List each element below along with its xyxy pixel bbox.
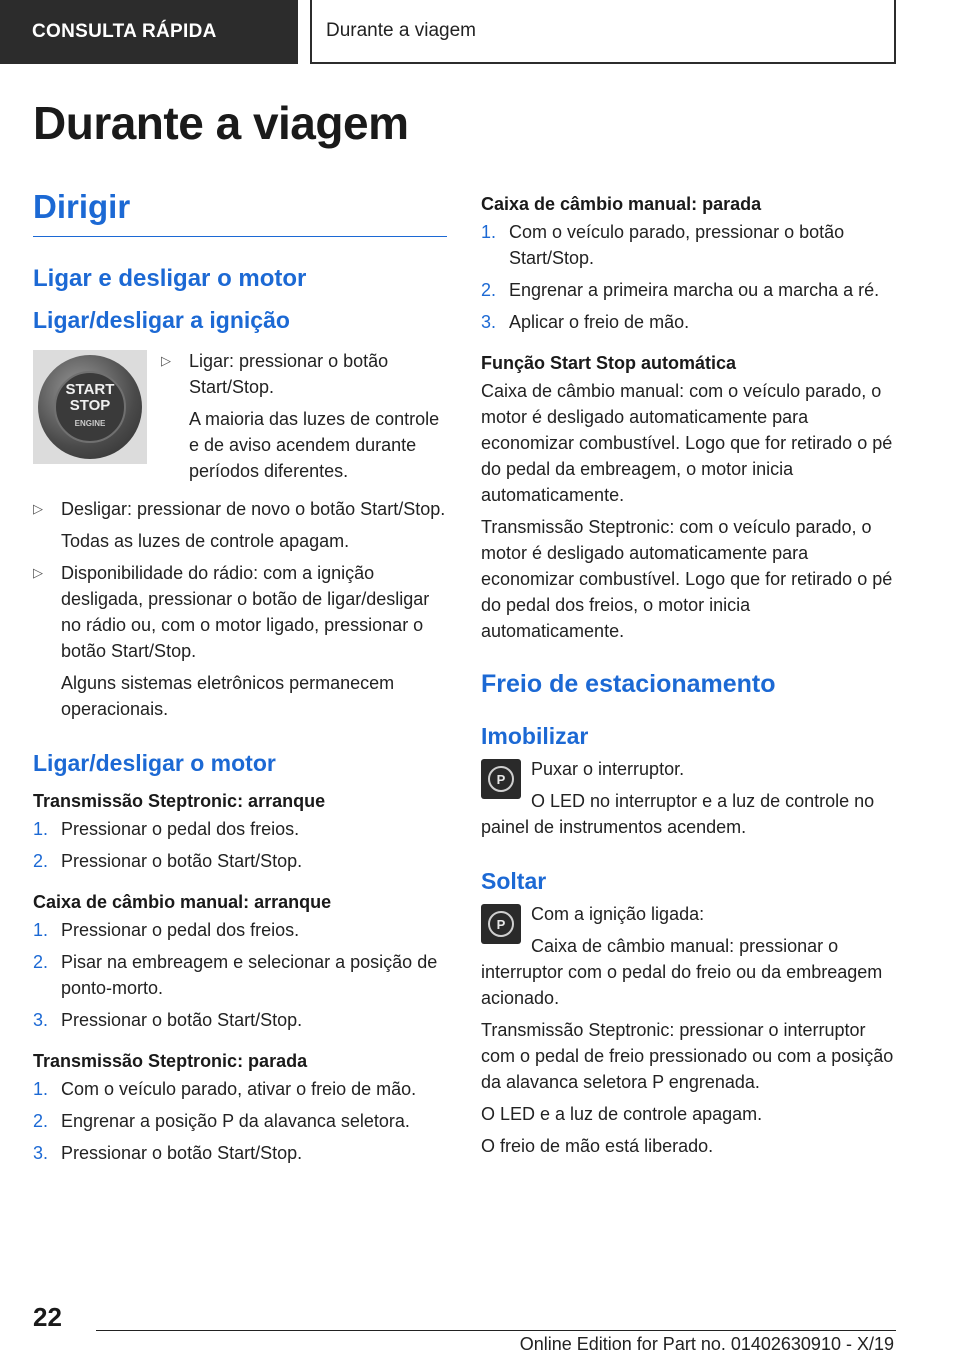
paragraph: O LED e a luz de controle apagam. bbox=[481, 1104, 763, 1124]
start-stop-icon bbox=[38, 355, 142, 459]
steps-list bbox=[33, 917, 447, 1033]
bullet-text: Disponibilidade do rádio: com a ignição desligada, pressionar o botão de ligar/desligar no rádio ou, com o motor ligado, pressionar o botão Start/Stop. bbox=[61, 563, 430, 661]
step-text: Pressionar o pedal dos freios. bbox=[61, 920, 300, 940]
ignition-bullets-b bbox=[33, 496, 447, 722]
parking-brake-icon bbox=[481, 904, 521, 944]
list-item: 2. Engrenar a posição P da alavanca seletora. bbox=[33, 1111, 410, 1131]
list-item: 2. Engrenar a primeira marcha ou a marcha a ré. bbox=[481, 280, 880, 300]
bullet-text: Desligar: pressionar de novo o botão Start/Stop. bbox=[61, 499, 446, 519]
list-item: 3. Aplicar o freio de mão. bbox=[481, 312, 690, 332]
ignition-start-row bbox=[33, 348, 447, 490]
right-column bbox=[481, 194, 897, 1165]
list-item bbox=[161, 348, 447, 484]
section-tab[interactable]: CONSULTA RÁPIDA bbox=[0, 0, 298, 64]
release-title: Soltar bbox=[481, 868, 547, 894]
step-text: Pressionar o botão Start/Stop. bbox=[61, 851, 303, 871]
parking-brake-title: Freio de estacionamento bbox=[481, 670, 776, 698]
bullet-note: Todas as luzes de controle apagam. bbox=[61, 531, 350, 551]
block-title: Caixa de câmbio manual: parada bbox=[481, 194, 762, 214]
bullet-text: Ligar: pressionar o botão Start/Stop. bbox=[189, 351, 389, 397]
block-title: Transmissão Steptronic: arranque bbox=[33, 791, 326, 811]
block-title: Caixa de câmbio manual: arranque bbox=[33, 892, 332, 912]
paragraph: Caixa de câmbio manual: com o veículo parado, o motor é desligado automaticamente para economizar combustível. Logo que for retirado o pé do pedal da embreagem, o motor inicia automaticamente. bbox=[481, 381, 893, 505]
triangle-bullet-icon: ▷ bbox=[161, 353, 171, 368]
step-text: Com o veículo parado, pressionar o botão Start/Stop. bbox=[509, 222, 845, 268]
step-text: Engrenar a primeira marcha ou a marcha a ré. bbox=[509, 280, 880, 300]
triangle-bullet-icon: ▷ bbox=[33, 565, 43, 580]
list-item bbox=[33, 560, 447, 722]
engine-title: Ligar/desligar o motor bbox=[33, 750, 276, 776]
start-label: START bbox=[65, 381, 115, 398]
paragraph: O freio de mão está liberado. bbox=[481, 1136, 714, 1156]
steps-list bbox=[33, 1076, 447, 1166]
list-item: 3. Pressionar o botão Start/Stop. bbox=[33, 1010, 303, 1030]
list-item: 2. Pressionar o botão Start/Stop. bbox=[33, 851, 303, 871]
steps-list bbox=[481, 219, 897, 335]
block-title: Transmissão Steptronic: parada bbox=[33, 1051, 308, 1071]
step-text: Pressionar o pedal dos freios. bbox=[61, 819, 300, 839]
auto-start-stop-title: Função Start Stop automática bbox=[481, 353, 737, 373]
list-item: 1. Pressionar o pedal dos freios. bbox=[33, 819, 300, 839]
ignition-title: Ligar/desligar a ignição bbox=[33, 307, 290, 333]
list-item bbox=[33, 496, 447, 554]
engine-label: ENGINE bbox=[74, 419, 106, 428]
step-text: Engrenar a posição P da alavanca seletora. bbox=[61, 1111, 410, 1131]
step-text: Pisar na embreagem e selecionar a posição de ponto-morto. bbox=[61, 952, 438, 998]
steps-list bbox=[33, 816, 447, 874]
parking-brake-letter: P bbox=[496, 916, 506, 932]
start-stop-button-image bbox=[33, 350, 147, 464]
paragraph: Transmissão Steptronic: com o veículo parado, o motor é desligado automaticamente para economizar combustível. Logo que for retirado o pé do pedal dos freios, o motor inicia automaticamente. bbox=[481, 517, 893, 641]
step-text: Pressionar o botão Start/Stop. bbox=[61, 1143, 303, 1163]
paragraph: Transmissão Steptronic: pressionar o interruptor com o pedal de freio pressionado ou com a posição da alavanca seletora P engrenada. bbox=[481, 1020, 894, 1092]
stop-label: STOP bbox=[69, 397, 111, 414]
list-item: 1. Pressionar o pedal dos freios. bbox=[33, 920, 300, 940]
parking-brake-letter: P bbox=[496, 771, 506, 787]
step-text: Pressionar o botão Start/Stop. bbox=[61, 1010, 303, 1030]
triangle-bullet-icon: ▷ bbox=[33, 501, 43, 516]
page-number: 22 bbox=[33, 1302, 62, 1332]
parking-brake-icon bbox=[481, 759, 521, 799]
paragraph: Com a ignição ligada: bbox=[531, 904, 705, 924]
paragraph: O LED no interruptor e a luz de controle no painel de instrumentos acendem. bbox=[481, 791, 875, 837]
ignition-bullets-a bbox=[161, 348, 447, 490]
left-column bbox=[33, 188, 447, 1184]
footer-edition: Online Edition for Part no. 01402630910 - X/19 bbox=[519, 1334, 894, 1354]
list-item: 3. Pressionar o botão Start/Stop. bbox=[33, 1143, 303, 1163]
header-tab-bar bbox=[0, 0, 960, 64]
section-title: Dirigir bbox=[33, 188, 447, 237]
step-text: Aplicar o freio de mão. bbox=[509, 312, 690, 332]
chapter-tab[interactable]: Durante a viagem bbox=[310, 0, 896, 64]
subsection-title: Ligar e desligar o motor bbox=[33, 265, 307, 292]
step-text: Com o veículo parado, ativar o freio de mão. bbox=[61, 1079, 417, 1099]
list-item: 1. Com o veículo parado, ativar o freio de mão. bbox=[33, 1079, 417, 1099]
bullet-note: Alguns sistemas eletrônicos permanecem operacionais. bbox=[61, 673, 395, 719]
paragraph: Puxar o interruptor. bbox=[531, 759, 685, 779]
list-item: 2. Pisar na embreagem e selecionar a posição de ponto-morto. bbox=[33, 952, 438, 998]
footer-divider bbox=[96, 1330, 896, 1331]
engage-title: Imobilizar bbox=[481, 723, 589, 749]
page-title: Durante a viagem bbox=[33, 97, 409, 149]
paragraph: Caixa de câmbio manual: pressionar o interruptor com o pedal do freio ou da embreagem acionado. bbox=[481, 936, 883, 1008]
list-item: 1. Com o veículo parado, pressionar o botão Start/Stop. bbox=[481, 222, 845, 268]
bullet-note: A maioria das luzes de controle e de aviso acendem durante períodos diferentes. bbox=[189, 409, 440, 481]
